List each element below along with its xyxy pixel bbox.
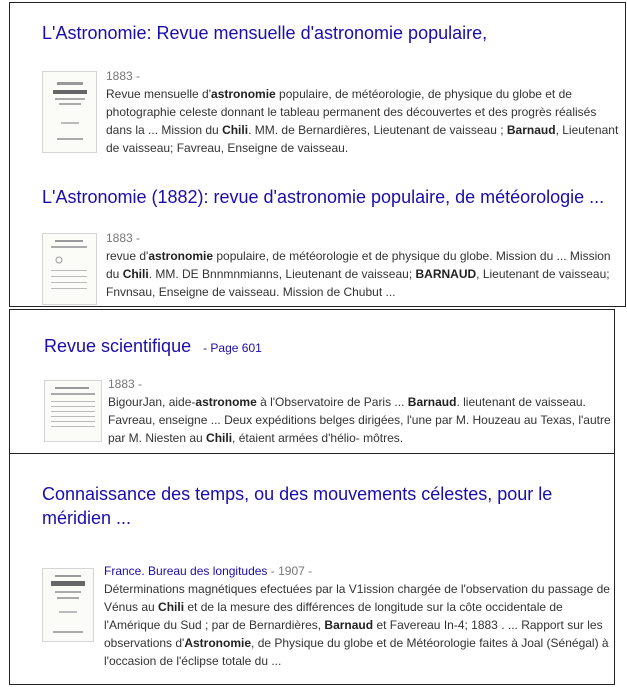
result-snippet [104, 562, 610, 670]
snippet-line: l'Amérique du Sud ; par de Bernardières, Barnaud et Favereau In-4; 1883 . ... Rapport sur les [104, 618, 603, 632]
snippet-line: revue d'astronomie populaire, de météorologie et de physique du globe. Mission du ... Mission [106, 249, 611, 263]
result-title [44, 334, 262, 360]
result-panel-2 [9, 309, 615, 454]
snippet-line: BigourJan, aide-astronome à l'Observatoire de Paris ... Barnaud. lieutenant de vaisseau. [108, 395, 586, 409]
book-thumbnail[interactable] [44, 380, 102, 442]
book-thumbnail[interactable] [42, 568, 94, 642]
result-year: 1883 - [108, 377, 143, 391]
author-link[interactable]: France. Bureau des longitudes [104, 564, 268, 578]
page-link[interactable]: - Page 601 [203, 341, 262, 355]
snippet-line: du Chili. MM. DE Bnnmnmianns, Lieutenant de vaisseau; BARNAUD, Lieutenant de vaisseau; [106, 267, 610, 281]
snippet-line: dans la ... Mission du Chili. MM. de Bernardières, Lieutenant de vaisseau ; Barnaud, Lieutenant [106, 123, 619, 137]
snippet-line: Favreau, enseigne ... Deux expéditions belges dirigées, l'une par M. Houzeau au Texas, l'autre [108, 413, 611, 427]
result-snippet [106, 67, 618, 157]
snippet-line: observations d'Astronomie, de Physique du globe et de Météorologie faites à Joal (Sénégal) à [104, 636, 609, 650]
book-cover-icon [43, 234, 96, 304]
result-title[interactable]: L'Astronomie: Revue mensuelle d'astronomie populaire, [42, 23, 488, 43]
snippet-line: Déterminations magnétiques efectuées par la V1ission chargée de l'observation du passage de [104, 582, 610, 596]
result-year: - 1907 - [270, 564, 313, 578]
result-year: 1883 - [106, 69, 141, 83]
snippet-line: Fnvnsau, Enseigne de vaisseau. Mission de Chubut ... [106, 285, 396, 299]
snippet-line: Vénus au Chili et de la mesure des différences de longitude sur la côte occidentale de [104, 600, 563, 614]
result-snippet [108, 375, 611, 447]
snippet-line: Revue mensuelle d'astronomie populaire, de météorologie, de physique du globe et de [106, 87, 572, 101]
snippet-line: l'occasion de l'éclipse totale du ... [104, 654, 282, 668]
book-thumbnail[interactable] [42, 71, 97, 153]
book-cover-icon [43, 569, 93, 641]
result-panel-1 [9, 2, 626, 307]
result-title[interactable]: L'Astronomie (1882): revue d'astronomie populaire, de météorologie ... [42, 187, 605, 207]
book-cover-icon [43, 72, 96, 152]
result-snippet [106, 229, 611, 301]
result-title[interactable]: Connaissance des temps, ou des mouvements célestes, pour le méridien ... [42, 484, 553, 528]
result-year: 1883 - [106, 231, 141, 245]
result-panel-3 [9, 453, 615, 685]
result-meta [104, 562, 610, 580]
snippet-line: par M. Niesten au Chili, étaient armées d'hélio- môtres. [108, 431, 404, 445]
result-title-link[interactable]: Revue scientifique [44, 336, 192, 356]
book-thumbnail[interactable] [42, 233, 97, 305]
snippet-line: photographie celeste donnant le tableau permanent des découvertes et des progrès réalisés [106, 105, 597, 119]
snippet-line: de vaisseau; Favreau, Enseigne de vaisseau. [106, 141, 349, 155]
book-cover-icon [45, 381, 101, 441]
